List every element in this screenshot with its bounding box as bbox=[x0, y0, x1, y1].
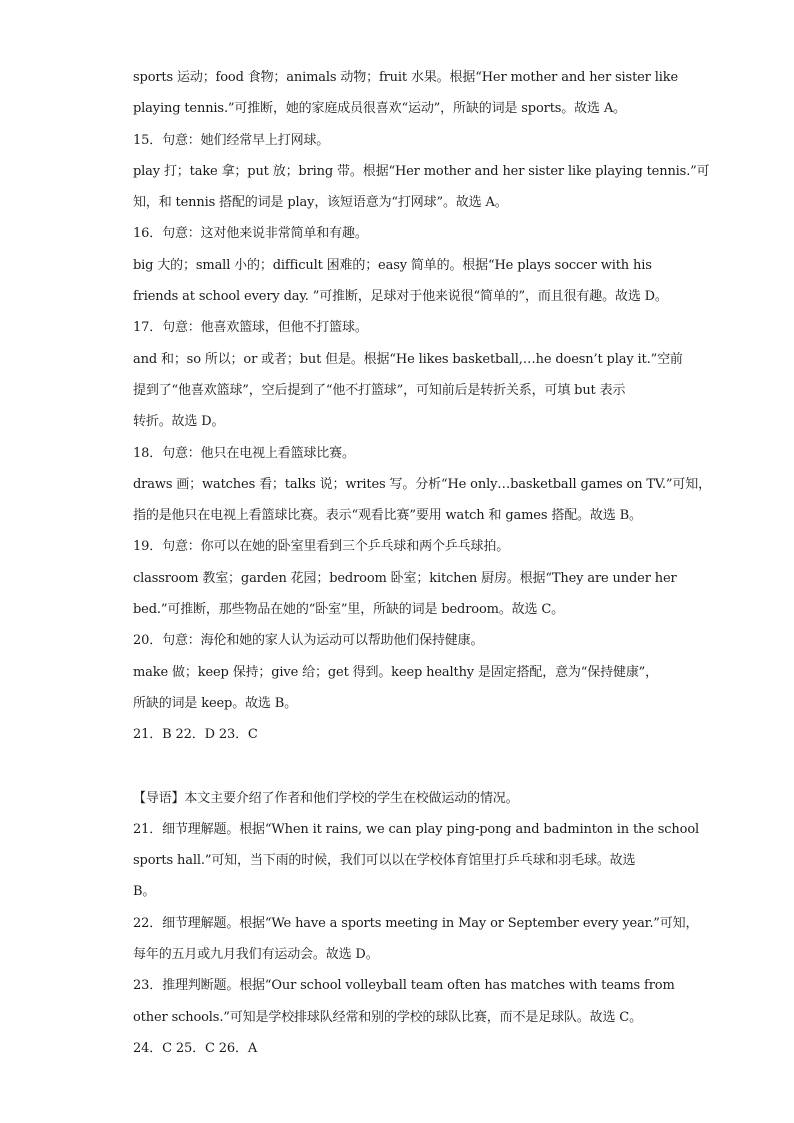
text-line: sports 运动；food 食物；animals 动物；fruit 水果。根据“Her mother and her sister like bbox=[133, 70, 679, 85]
text-line: 23．推理判断题。根据“Our school volleyball team often has matches with teams from bbox=[133, 978, 675, 994]
text-line: B。 bbox=[133, 884, 156, 900]
text-line: 19．句意：你可以在她的卧室里看到三个乒乓球和两个乒乓球拍。 bbox=[133, 539, 510, 555]
text-line: 22．细节理解题。根据“We have a sports meeting in May or September every year.”可知， bbox=[133, 915, 699, 931]
text-line: 21．细节理解题。根据“When it rains, we can play ping-pong and badminton in the school bbox=[133, 821, 700, 837]
text-line: bed.”可推断，那些物品在她的“卧室”里，所缺的词是 bedroom。故选 C。 bbox=[133, 602, 565, 618]
text-line: friends at school every day. ”可推断，足球对于他来说很“简单的”，而且很有趣。故选 D。 bbox=[133, 289, 668, 305]
text-line: 提到了“他喜欢篮球”，空后提到了“他不打篮球”，可知前后是转折关系，可填 but 表示 bbox=[133, 382, 626, 398]
text-line: sports hall.”可知，当下雨的时候，我们可以以在学校体育馆里打乒乓球和羽毛球。故选 bbox=[133, 853, 636, 869]
text-line: 15．句意：她们经常早上打网球。 bbox=[133, 132, 330, 148]
text-line: 16．句意：这对他来说非常简单和有趣。 bbox=[133, 226, 368, 242]
text-line: make 做；keep 保持；give 给；get 得到。keep healthy 是固定搭配，意为“保持健康”， bbox=[133, 664, 659, 680]
section-gap bbox=[133, 751, 673, 783]
text-line: 知，和 tennis 搭配的词是 play，该短语意为“打网球”。故选 A。 bbox=[133, 195, 508, 211]
answer-summary-line: 24．C 25．C 26．A bbox=[133, 1040, 258, 1056]
text-line: 转折。故选 D。 bbox=[133, 414, 225, 430]
explanations-block-2 bbox=[133, 783, 700, 1065]
text-line: playing tennis.”可推断，她的家庭成员很喜欢“运动”，所缺的词是 sports。故选 A。 bbox=[133, 101, 626, 117]
text-line: 17．句意：他喜欢篮球，但他不打篮球。 bbox=[133, 320, 368, 336]
text-line: 20．句意：海伦和她的家人认为运动可以帮助他们保持健康。 bbox=[133, 633, 484, 649]
answer-summary-line: 21．B 22．D 23．C bbox=[133, 727, 258, 743]
text-line: 18．句意：他只在电视上看篮球比赛。 bbox=[133, 445, 355, 461]
text-line: 指的是他只在电视上看篮球比赛。表示“观看比赛”要用 watch 和 games 搭配。故选 B。 bbox=[133, 508, 642, 524]
answer-explanations bbox=[133, 62, 711, 1064]
guide-line: 【导语】本文主要介绍了作者和他们学校的学生在校做运动的情况。 bbox=[133, 790, 519, 806]
text-line: and 和；so 所以；or 或者；but 但是。根据“He likes basketball,…he doesn’t play it.”空前 bbox=[133, 351, 683, 367]
text-line: classroom 教室；garden 花园；bedroom 卧室；kitchen 厨房。根据“They are under her bbox=[133, 570, 677, 586]
text-line: 每年的五月或九月我们有运动会。故选 D。 bbox=[133, 947, 379, 963]
text-line: other schools.”可知是学校排球队经常和别的学校的球队比赛，而不是足球队。故选 C。 bbox=[133, 1009, 642, 1025]
text-line: draws 画；watches 看；talks 说；writes 写。分析“He only…basketball games on TV.”可知， bbox=[133, 476, 711, 492]
text-line: big 大的；small 小的；difficult 困难的；easy 简单的。根据“He plays soccer with his bbox=[133, 257, 652, 273]
text-line: play 打；take 拿；put 放；bring 带。根据“Her mother and her sister like playing tennis.”可 bbox=[133, 163, 710, 179]
text-line: 所缺的词是 keep。故选 B。 bbox=[133, 695, 298, 711]
explanations-block-1 bbox=[133, 62, 711, 751]
